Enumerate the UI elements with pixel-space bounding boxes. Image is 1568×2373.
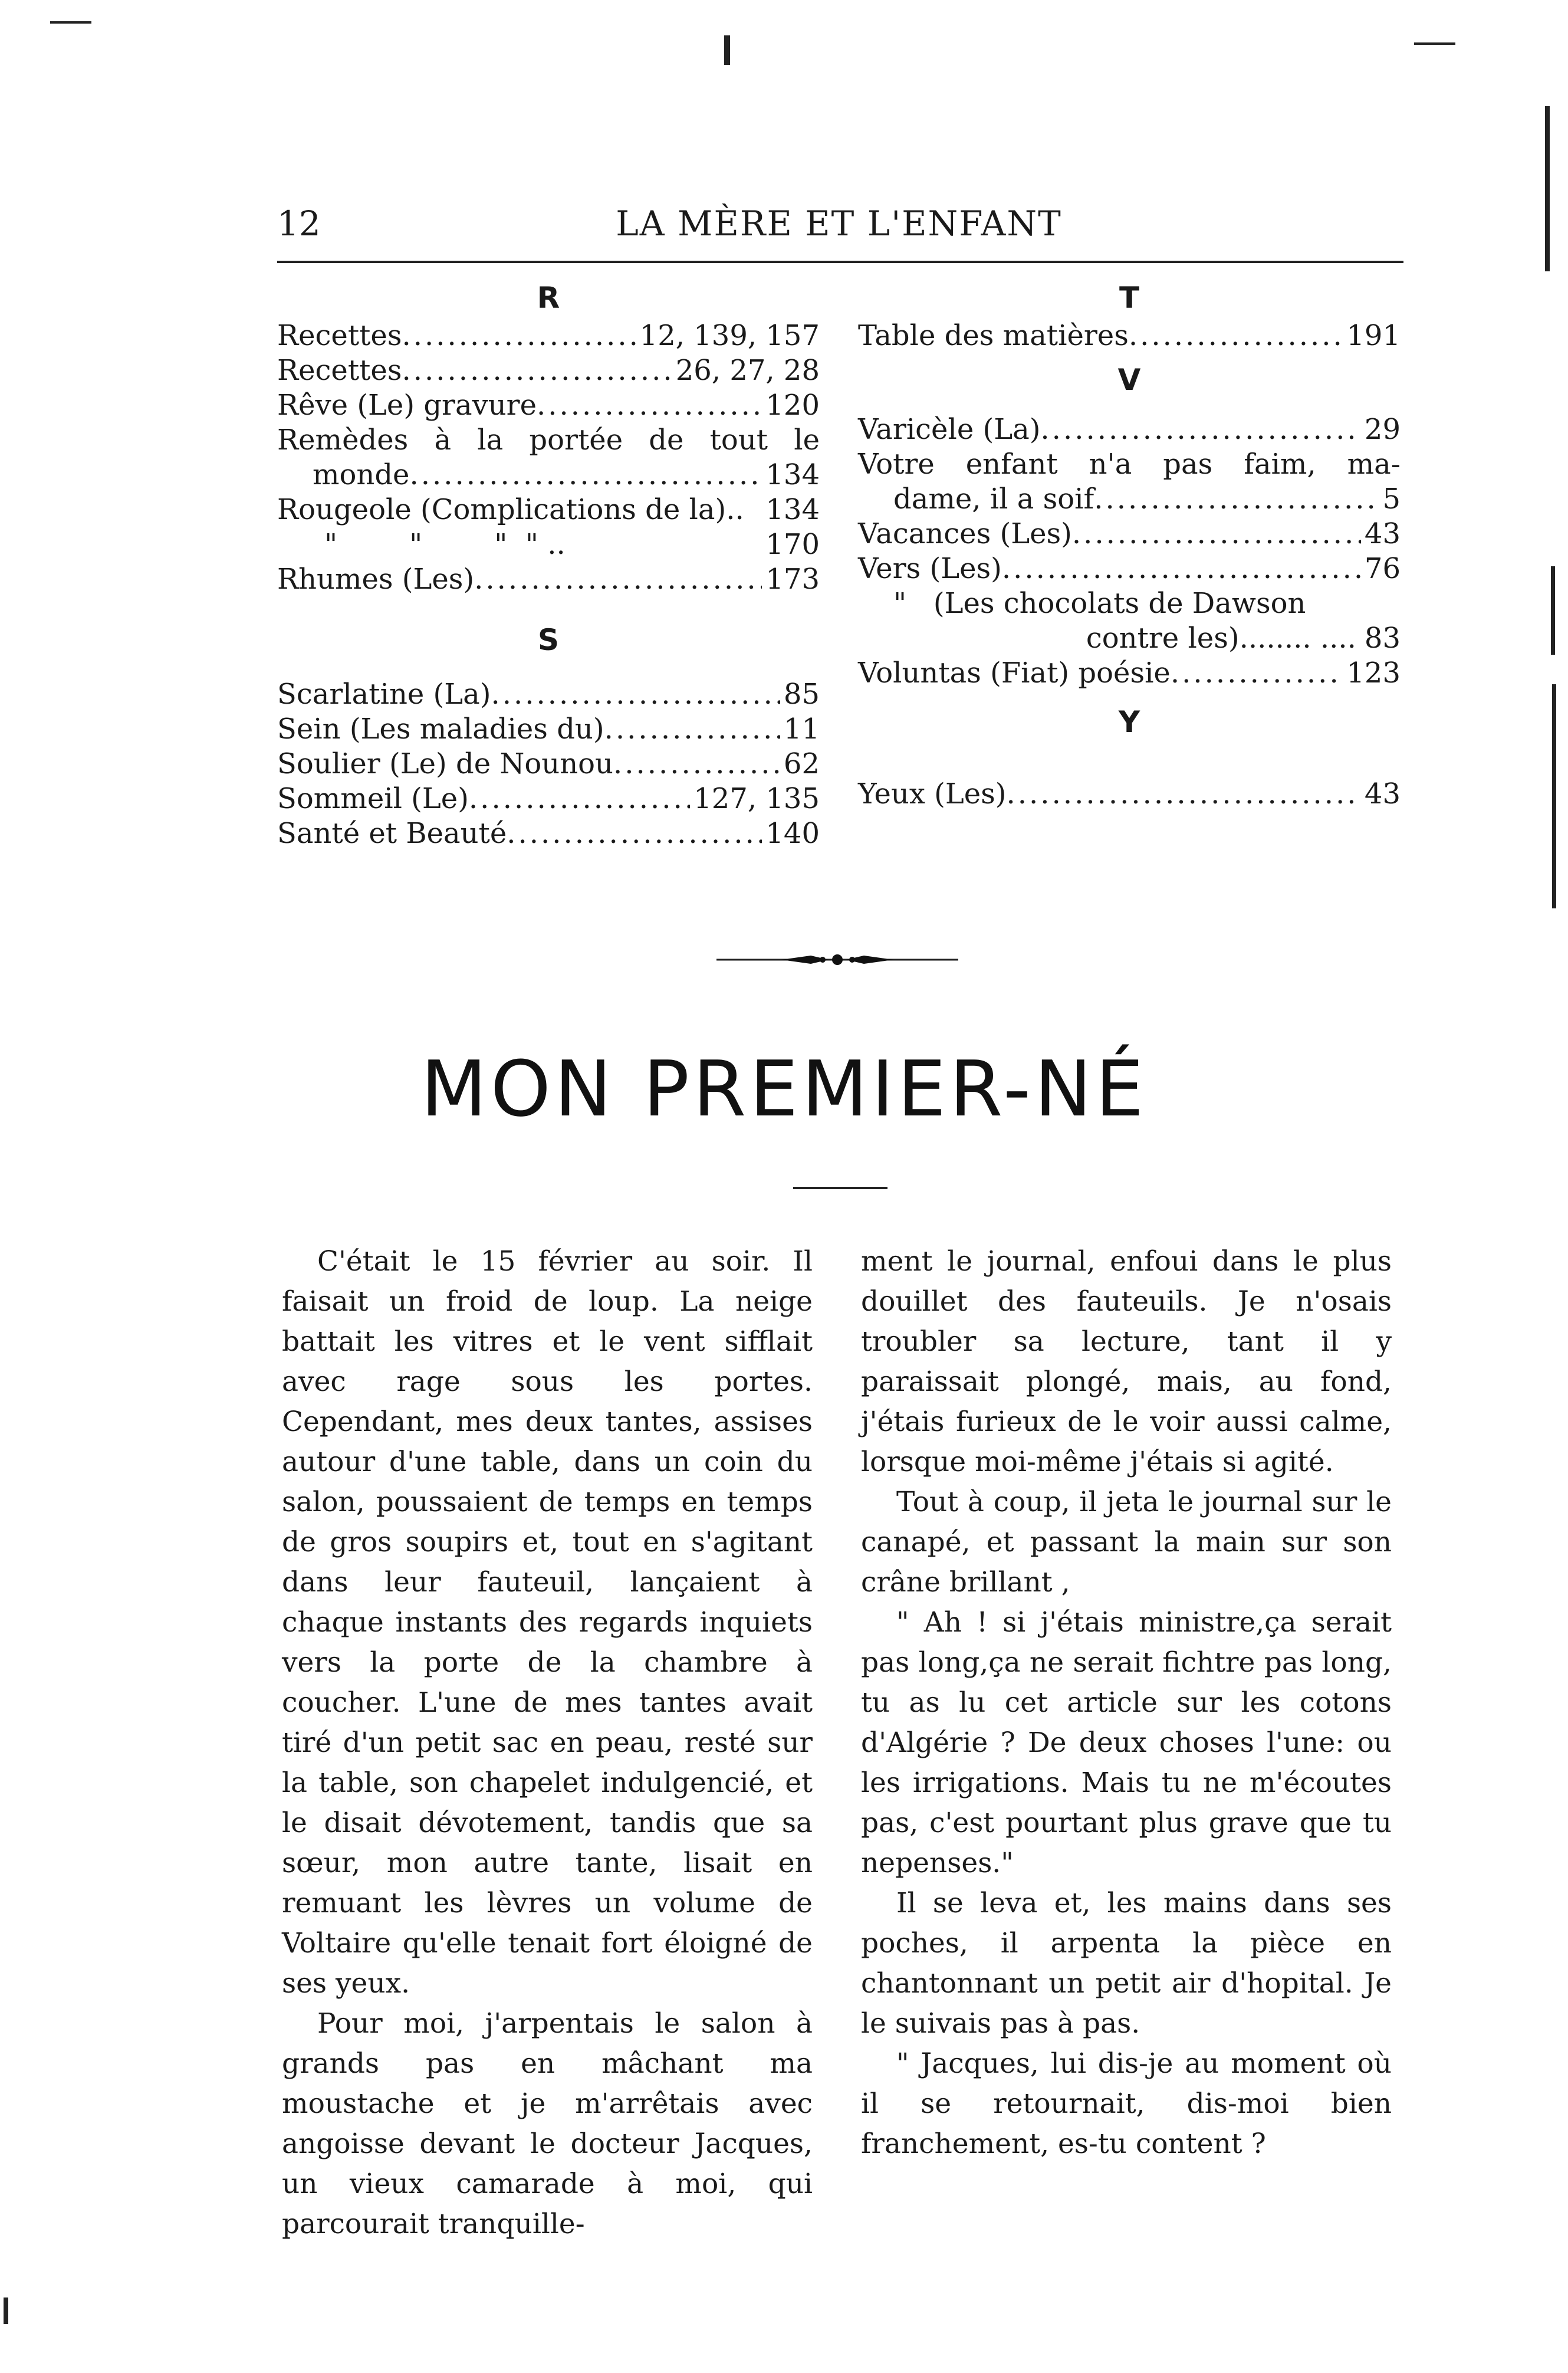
body-column-right <box>861 1242 1392 2164</box>
index-letter-s: S <box>537 623 559 657</box>
scan-mark <box>50 21 91 24</box>
entry-text: Voluntas (Fiat) poésie <box>858 657 1171 690</box>
leader-dots <box>469 782 690 816</box>
entry-text: " " " " .. <box>324 528 566 561</box>
index-entry <box>858 319 1401 353</box>
index-entry <box>277 319 820 353</box>
entry-text: Sommeil (Le) <box>277 782 469 815</box>
leader-dots <box>1094 482 1379 517</box>
leader-dots <box>491 677 780 712</box>
running-head <box>277 204 1401 251</box>
index-letter-v: V <box>1117 363 1141 397</box>
entry-page: 29 <box>1364 413 1401 446</box>
scan-mark <box>1545 106 1550 271</box>
index-entry <box>277 388 820 423</box>
index-entry <box>277 747 820 782</box>
entry-text: dame, il a soif <box>893 483 1094 516</box>
index-column-right <box>858 277 1401 812</box>
chapter-title: MON PREMIER-NÉ <box>420 1044 1148 1134</box>
entry-page: 5 <box>1382 483 1401 516</box>
entry-page: 83 <box>1364 622 1401 655</box>
leader-dots <box>1072 517 1361 552</box>
entry-page: 191 <box>1346 319 1401 352</box>
scan-mark <box>1551 566 1555 655</box>
leader-dots <box>409 458 762 493</box>
entry-page: 134 <box>765 493 820 526</box>
leader-dots <box>1002 552 1361 586</box>
entry-page: 11 <box>783 713 820 746</box>
header-rule <box>277 261 1403 263</box>
entry-page: 140 <box>765 817 820 850</box>
entry-text: Santé et Beauté <box>277 817 507 850</box>
entry-page: 123 <box>1346 657 1401 690</box>
entry-page: 173 <box>765 563 820 596</box>
entry-text: Yeux (Les) <box>858 777 1007 810</box>
entry-text: Rougeole (Complications de la).. <box>277 493 744 526</box>
paragraph: Pour moi, j'arpentais le salon à grands pas en mâchant ma moustache et je m'arrêtais avec angoisse devant le docteur Jacques, un vieux camarade à moi, qui parcourait tranquille- <box>282 2007 813 2240</box>
index-entry <box>277 712 820 747</box>
entry-page: 134 <box>765 458 820 491</box>
index-entry <box>277 677 820 712</box>
index-entry <box>277 562 820 597</box>
index-letter-t: T <box>1119 281 1140 315</box>
scan-mark <box>1552 684 1556 908</box>
scan-mark <box>724 35 730 65</box>
entry-text: Sein (Les maladies du) <box>277 713 604 746</box>
index-letter-r: R <box>537 281 560 315</box>
paragraph: Il se leva et, les mains dans ses poches, il arpenta la pièce en chantonnant un petit air d'hopital. Je le suivais pas à pas. <box>861 1887 1392 2040</box>
leader-dots <box>1040 412 1361 447</box>
entry-page: 76 <box>1364 552 1401 585</box>
entry-page: 43 <box>1364 777 1401 810</box>
decorative-ornament <box>716 951 958 969</box>
entry-text: contre les)........ .... <box>1086 622 1356 655</box>
paragraph: " Ah ! si j'étais ministre,ça serait pas long,ça ne serait fichtre pas long, tu as lu cet article sur les cotons d'Algérie ? De deux choses l'une: ou les irrigations. Mais tu ne m'écoutes pas, c'est pourtant plus grave que tu nepenses." <box>861 1606 1392 1879</box>
index-entry-line: " (Les chocolats de Dawson <box>893 587 1306 620</box>
scan-mark <box>1414 42 1455 45</box>
running-title: LA MÈRE ET L'ENFANT <box>616 204 1062 244</box>
entry-text: monde <box>313 458 410 491</box>
entry-text: Table des matières <box>858 319 1129 352</box>
entry-text: Recettes <box>277 319 402 352</box>
entry-text: Vacances (Les) <box>858 517 1072 550</box>
leader-dots <box>613 747 780 782</box>
entry-text: Scarlatine (La) <box>277 678 491 711</box>
index-entry <box>858 777 1401 812</box>
entry-page: 170 <box>765 528 820 561</box>
entry-page: 62 <box>783 747 820 780</box>
entry-text: Soulier (Le) de Nounou <box>277 747 613 780</box>
index-entry <box>277 493 820 527</box>
index-entry-line: Votre enfant n'a pas faim, ma- <box>858 448 1401 481</box>
leader-dots <box>474 562 762 597</box>
leader-dots <box>1171 656 1343 691</box>
leader-dots <box>1129 319 1343 353</box>
paragraph: ment le journal, enfoui dans le plus douillet des fauteuils. Je n'osais troubler sa lecture, tant il y paraissait plongé, mais, au fond, j'étais furieux de le voir aussi calme, lorsque moi-même j'étais si agité. <box>861 1245 1392 1478</box>
leader-dots <box>1007 777 1361 812</box>
index-entry <box>277 782 820 816</box>
index-entry <box>277 816 820 851</box>
index-entry <box>858 656 1401 691</box>
leader-dots <box>507 816 762 851</box>
index-entry <box>858 517 1401 552</box>
leader-dots <box>537 388 762 423</box>
title-rule <box>793 1187 887 1189</box>
entry-page: 85 <box>783 678 820 711</box>
paragraph: Tout à coup, il jeta le journal sur le canapé, et passant la main sur son crâne brillant , <box>861 1486 1392 1599</box>
body-column-left <box>282 1242 813 2244</box>
index-entry <box>277 353 820 388</box>
leader-dots <box>402 353 672 388</box>
index-entry <box>858 552 1401 586</box>
index-entry <box>858 412 1401 447</box>
entry-text: Recettes <box>277 354 402 387</box>
scan-mark <box>4 2297 8 2324</box>
index-entry <box>858 621 1401 656</box>
entry-text: Rêve (Le) gravure <box>277 389 537 422</box>
index-letter-y: Y <box>1118 705 1140 739</box>
entry-page: 127, 135 <box>693 782 820 815</box>
entry-text: Rhumes (Les) <box>277 563 475 596</box>
index-column-left <box>277 277 820 851</box>
index-entry-line: Remèdes à la portée de tout le <box>277 424 820 457</box>
leader-dots <box>604 712 780 747</box>
paragraph: " Jacques, lui dis-je au moment où il se retournait, dis-moi bien franchement, es-tu content ? <box>861 2047 1392 2160</box>
entry-page: 12, 139, 157 <box>639 319 820 352</box>
entry-page: 26, 27, 28 <box>675 354 820 387</box>
entry-page: 120 <box>765 389 820 422</box>
index-entry <box>858 482 1401 517</box>
paragraph: C'était le 15 février au soir. Il faisait un froid de loup. La neige battait les vitres et le vent sifflait avec rage sous les portes. Cependant, mes deux tantes, assises autour d'une table, dans un coin du salon, poussaient de temps en temps de gros soupirs et, tout en s'agitant dans leur fauteuil, lançaient à chaque instants des regards inquiets vers la porte de la chambre à coucher. L'une de mes tantes avait tiré d'un petit sac en peau, resté sur la table, son chapelet indulgencié, et le disait dévotement, tandis que sa sœur, mon autre tante, lisait en remuant les lèvres un volume de Voltaire qu'elle tenait fort éloigné de ses yeux. <box>282 1245 813 2000</box>
page-number: 12 <box>277 204 321 244</box>
entry-text: Vers (Les) <box>858 552 1002 585</box>
leader-dots <box>402 319 636 353</box>
index-entry <box>277 458 820 493</box>
entry-page: 43 <box>1364 517 1401 550</box>
index-entry <box>277 527 820 562</box>
entry-text: Varicèle (La) <box>858 413 1041 446</box>
